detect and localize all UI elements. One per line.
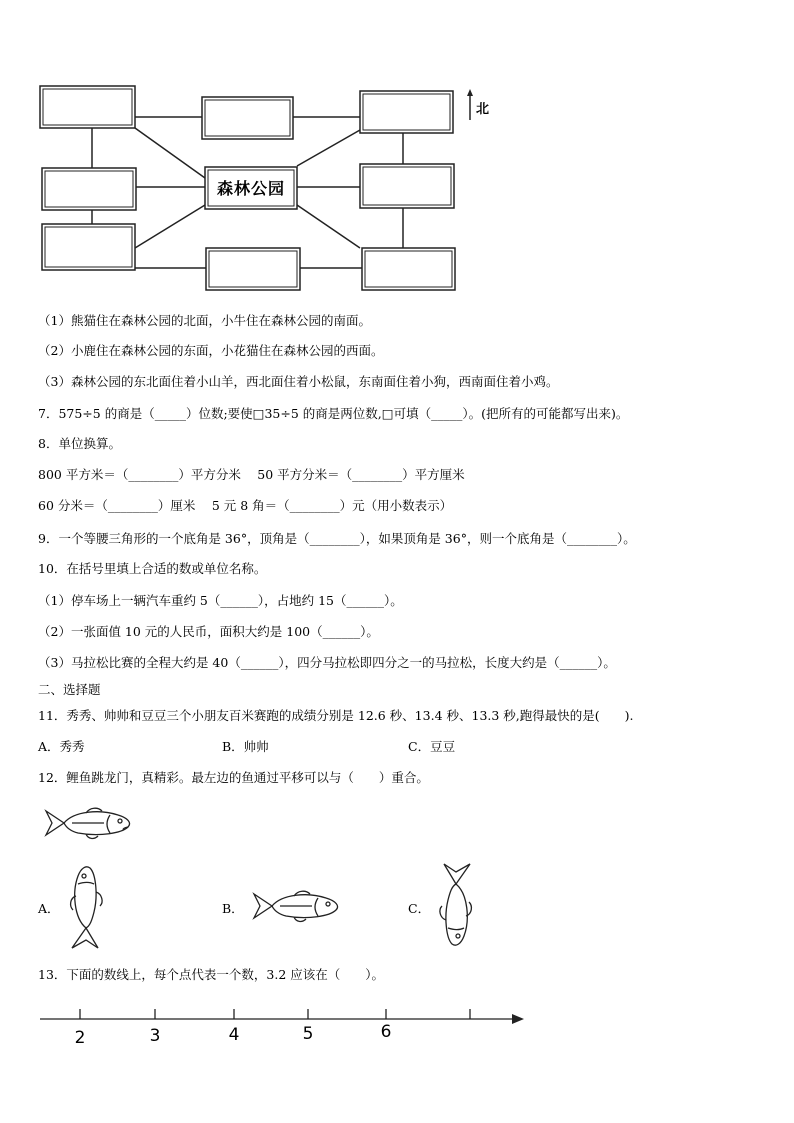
fish-option-b-icon — [250, 886, 342, 926]
number-line-label: 5 — [302, 1024, 314, 1044]
q11-option-a: A．秀秀 — [38, 739, 85, 754]
q8-title: 8．单位换算。 — [38, 436, 121, 451]
box-south — [206, 248, 300, 290]
box-northwest — [40, 86, 135, 128]
q13-text: 13．下面的数线上，每个点代表一个数，3.2 应该在（ ）。 — [38, 967, 385, 982]
north-arrow-icon — [467, 89, 473, 120]
box-southeast — [362, 248, 455, 290]
number-line — [0, 995, 560, 1055]
north-label: 北 — [476, 102, 490, 117]
box-southwest — [42, 224, 135, 270]
q12-option-b: B． — [222, 901, 244, 916]
q8-row1: 800 平方米＝（________）平方分米 50 平方分米＝（________）平方厘米 — [38, 467, 465, 482]
box-east — [360, 164, 454, 208]
q9-text: 9．一个等腰三角形的一个底角是 36°，顶角是（________），如果顶角是 36°，则一个底角是（________）。 — [38, 531, 636, 546]
q10-title: 10．在括号里填上合适的数或单位名称。 — [38, 561, 267, 576]
fish-option-c-icon — [432, 860, 480, 950]
q6-line1: （1）熊猫住在森林公园的北面，小牛住在森林公园的南面。 — [38, 313, 371, 328]
park-map-diagram — [0, 0, 794, 300]
number-line-arrow-icon — [512, 1014, 524, 1024]
number-line-label: 3 — [149, 1026, 161, 1046]
section2-title: 二、选择题 — [38, 682, 101, 697]
box-west — [42, 168, 136, 210]
number-line-label: 6 — [380, 1022, 392, 1042]
q11-text: 11．秀秀、帅帅和豆豆三个小朋友百米赛跑的成绩分别是 12.6 秒、13.4 秒、13.3 秒,跑得最快的是( ). — [38, 708, 634, 723]
q12-option-c: C． — [408, 901, 431, 916]
q6-line2: （2）小鹿住在森林公园的东面，小花猫住在森林公园的西面。 — [38, 343, 384, 358]
box-north — [202, 97, 293, 139]
q12-text: 12．鲤鱼跳龙门，真精彩。最左边的鱼通过平移可以与（ ）重合。 — [38, 770, 429, 785]
q11-option-b: B．帅帅 — [222, 739, 269, 754]
q10-line3: （3）马拉松比赛的全程大约是 40（______），四分马拉松即四分之一的马拉松，长度大约是（______）。 — [38, 655, 616, 670]
q8-row2: 60 分米＝（________）厘米 5 元 8 角＝（________）元（用小数表示） — [38, 498, 453, 513]
q12-option-a: A． — [38, 901, 60, 916]
map-center-label: 森林公园 — [216, 179, 286, 198]
number-line-label: 4 — [228, 1025, 240, 1045]
q6-line3: （3）森林公园的东北面住着小山羊，西北面住着小松鼠，东南面住着小狗，西南面住着小鸡。 — [38, 374, 559, 389]
fish-original-icon — [42, 803, 134, 843]
q10-line2: （2）一张面值 10 元的人民币，面积大约是 100（______）。 — [38, 624, 379, 639]
q10-line1: （1）停车场上一辆汽车重约 5（______），占地约 15（______）。 — [38, 593, 403, 608]
q11-option-c: C．豆豆 — [408, 739, 456, 754]
number-line-label: 2 — [74, 1028, 86, 1048]
box-northeast — [360, 91, 453, 133]
q7-text: 7．575÷5 的商是（_____）位数;要使□35÷5 的商是两位数,□可填（_____）。(把所有的可能都写出来)。 — [38, 406, 629, 421]
fish-option-a-icon — [62, 862, 110, 952]
